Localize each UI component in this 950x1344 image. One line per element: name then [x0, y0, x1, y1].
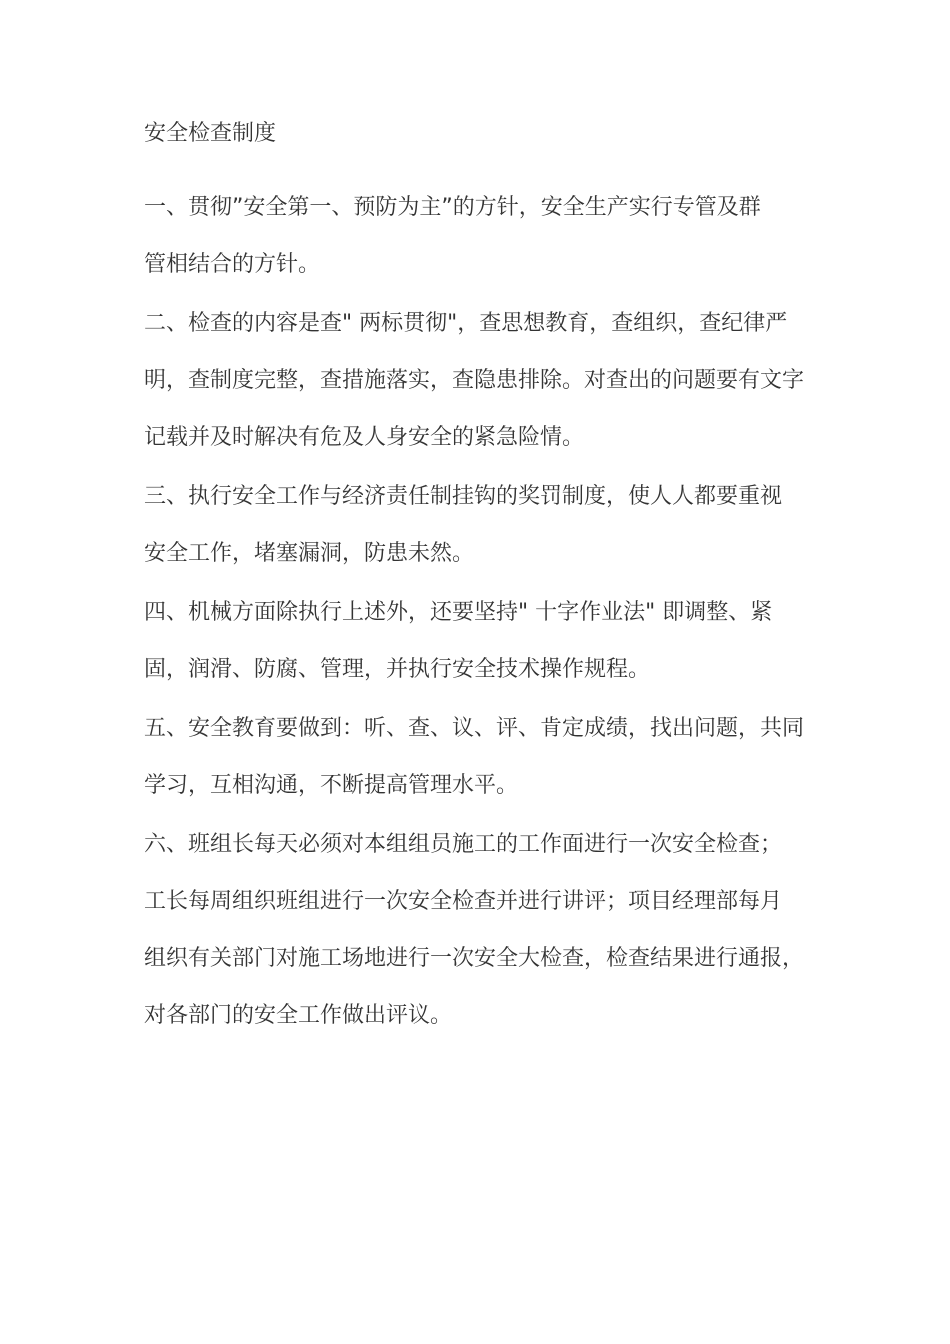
paragraph-5: [144, 708, 814, 822]
document-title: 安全检查制度: [144, 121, 277, 146]
paragraph-line: 一、贯彻”安全第一、预防为主”的方针，安全生产实行专管及群: [144, 195, 761, 220]
paragraph-line: 五、安全教育要做到：听、查、议、评、肯定成绩，找出问题，共同: [144, 716, 805, 741]
paragraph-line: 学习，互相沟通，不断提高管理水平。: [144, 773, 519, 798]
paragraph-line: 四、机械方面除执行上述外，还要坚持" 十字作业法" 即调整、紧: [144, 600, 773, 625]
paragraph-line: 对各部门的安全工作做出评议。: [144, 1003, 453, 1028]
paragraph-4: [144, 592, 814, 706]
paragraph-line: 管相结合的方针。: [144, 252, 321, 277]
paragraph-3: [144, 476, 814, 590]
paragraph-line: 固，润滑、防腐、管理，并执行安全技术操作规程。: [144, 657, 651, 682]
paragraph-line: 组织有关部门对施工场地进行一次安全大检查，检查结果进行通报，: [144, 946, 805, 971]
paragraph-line: 二、检查的内容是查" 两标贯彻"，查思想教育，查组织，查纪律严: [144, 311, 788, 336]
paragraph-line: 记载并及时解决有危及人身安全的紧急险情。: [144, 425, 585, 450]
document-page: [144, 113, 814, 1054]
paragraph-2: [144, 303, 814, 474]
paragraph-line: 明，查制度完整，查措施落实，查隐患排除。对查出的问题要有文字: [144, 368, 805, 393]
paragraph-6: [144, 824, 814, 1052]
paragraph-line: 六、班组长每天必须对本组组员施工的工作面进行一次安全检查；: [144, 832, 783, 857]
paragraph-line: 工长每周组织班组进行一次安全检查并进行讲评；项目经理部每月: [144, 889, 783, 914]
paragraph-1: [144, 187, 814, 301]
paragraph-line: 三、执行安全工作与经济责任制挂钩的奖罚制度，使人人都要重视: [144, 484, 783, 509]
paragraph-line: 安全工作，堵塞漏洞，防患未然。: [144, 541, 475, 566]
